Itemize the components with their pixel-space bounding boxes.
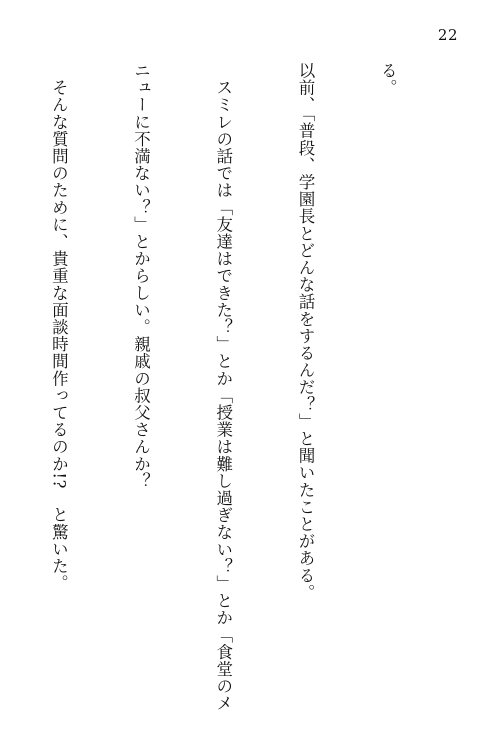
page-number: 22: [437, 26, 458, 44]
text-line-2: 以前、「普段、学園長とどんな話をするんだ？」と聞いたことがある。: [295, 62, 315, 601]
text-line-4: ニューに不満ない？」とからしい。親戚の叔父さんか？: [131, 62, 151, 490]
text-block: [0, 62, 456, 712]
text-line-3: スミレの話では「友達はできた？」とか「授業は難し過ぎない？」とか「食堂のメ: [213, 62, 233, 712]
text-line-1: る。: [378, 62, 398, 97]
text-line-5: そんな質問のために、貴重な面談時間作ってるのか!? と驚いた。: [49, 62, 69, 592]
